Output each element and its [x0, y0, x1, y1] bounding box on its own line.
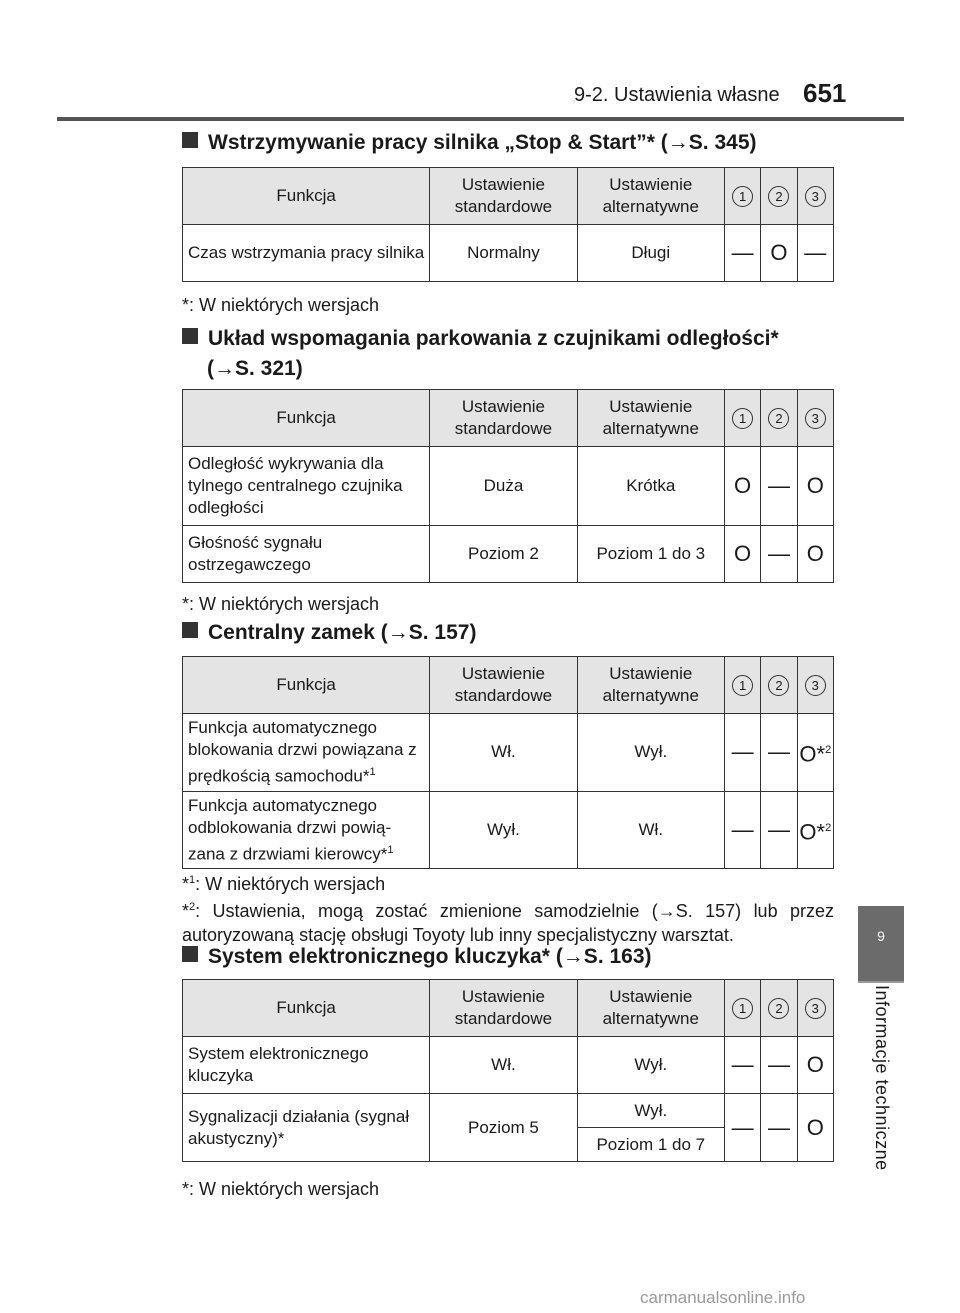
header-standard: Ustawienie standardowe: [430, 980, 577, 1037]
row-standard: Duża: [430, 447, 577, 526]
header-standard: Ustawienie standardowe: [430, 168, 577, 225]
header-funkcja: Funkcja: [183, 168, 430, 225]
row-mark-2: —: [761, 1094, 797, 1162]
circled-3-icon: 3: [805, 998, 826, 1019]
table-row: [183, 791, 834, 869]
row-mark-3: O: [797, 1094, 833, 1162]
table-row: [183, 447, 834, 526]
circled-2-icon: 2: [768, 186, 789, 207]
section-title-stop-start: Wstrzymywanie pracy silnika „Stop & Start”* (→S. 345): [182, 131, 757, 155]
header-funkcja: Funkcja: [183, 390, 430, 447]
row-mark-3: O*$^2$: [797, 714, 833, 792]
row-function: Czas wstrzymania pracy silnika: [183, 225, 430, 282]
table-row: [183, 1037, 834, 1094]
settings-table-stop-start: [182, 167, 834, 282]
row-mark-1: —: [724, 1037, 760, 1094]
row-mark-1: —: [724, 1094, 760, 1162]
row-function: Głośność sygnału ostrzegawczego: [183, 526, 430, 583]
footnote-1: *$^1$: W niektórych wersjach: [182, 874, 386, 894]
header-alternative: Ustawienie alternatywne: [577, 657, 724, 714]
circled-3-icon: 3: [805, 186, 826, 207]
table-header-row: [183, 390, 834, 447]
row-alternative: Długi: [577, 225, 724, 282]
row-mark-1: —: [724, 225, 760, 282]
section-title-central-lock: Centralny zamek (→S. 157): [182, 621, 476, 645]
row-mark-1: —: [724, 714, 760, 792]
row-mark-2: —: [761, 791, 797, 869]
circled-3-icon: 3: [805, 408, 826, 429]
table-header-row: [183, 980, 834, 1037]
circled-2-icon: 2: [768, 408, 789, 429]
row-standard: Wł.: [430, 1037, 577, 1094]
circled-2-icon: 2: [768, 998, 789, 1019]
row-alternative: Wył.: [577, 714, 724, 792]
row-standard: Normalny: [430, 225, 577, 282]
header-standard: Ustawienie standardowe: [430, 390, 577, 447]
bullet-square-icon: [182, 946, 198, 962]
row-function: Odległość wykrywania dla tylnego centralnego czujnika odległości: [183, 447, 430, 526]
row-mark-3: O*$^2$: [797, 791, 833, 869]
row-mark-1: O: [724, 526, 760, 583]
table-header-row: [183, 657, 834, 714]
row-function: System elektronicznego kluczyka: [183, 1037, 430, 1094]
circled-1-icon: 1: [732, 675, 753, 696]
row-mark-2: —: [761, 1037, 797, 1094]
chapter-title: Informacje techniczne: [872, 985, 892, 1171]
row-mark-3: O: [797, 447, 833, 526]
chapter-number: 9: [877, 928, 885, 944]
row-mark-2: —: [761, 526, 797, 583]
row-standard: Poziom 2: [430, 526, 577, 583]
row-mark-3: O: [797, 526, 833, 583]
row-function: Funkcja automatycznego odblokowania drzwi powią-zana z drzwiami kierowcy*$^1$: [183, 791, 430, 869]
page-number: 651: [803, 78, 847, 108]
row-alternative: Wył.: [577, 1037, 724, 1094]
footnote: *: W niektórych wersjach: [182, 1179, 380, 1199]
header-rule: [57, 117, 904, 121]
table-row: [183, 225, 834, 282]
row-standard: Wył.: [430, 791, 577, 869]
chapter-tab: [858, 906, 904, 981]
row-alternative: Wył.: [577, 1094, 724, 1128]
circled-1-icon: 1: [732, 186, 753, 207]
row-mark-1: —: [724, 791, 760, 869]
section-header: 9-2. Ustawienia własne: [574, 84, 780, 106]
table-row: [183, 526, 834, 583]
row-alternative: Poziom 1 do 3: [577, 526, 724, 583]
section-title-smart-key: System elektronicznego kluczyka* (→S. 163): [182, 945, 652, 969]
watermark: carmanualsonline.info: [640, 1288, 806, 1307]
row-mark-1: O: [724, 447, 760, 526]
header-funkcja: Funkcja: [183, 657, 430, 714]
table-row: [183, 1094, 834, 1128]
circled-3-icon: 3: [805, 675, 826, 696]
row-alternative: Krótka: [577, 447, 724, 526]
chapter-tab-rule: [858, 981, 904, 983]
circled-2-icon: 2: [768, 675, 789, 696]
row-function: Sygnalizacji działania (sygnał akustyczny)*: [183, 1094, 430, 1162]
header-alternative: Ustawienie alternatywne: [577, 168, 724, 225]
row-mark-2: —: [761, 447, 797, 526]
header-alternative: Ustawienie alternatywne: [577, 980, 724, 1037]
settings-table-central-lock: [182, 656, 834, 869]
circled-1-icon: 1: [732, 408, 753, 429]
row-mark-2: O: [761, 225, 797, 282]
bullet-square-icon: [182, 328, 198, 344]
settings-table-smart-key: [182, 979, 834, 1162]
table-row: [183, 714, 834, 792]
row-standard: Poziom 5: [430, 1094, 577, 1162]
row-mark-2: —: [761, 714, 797, 792]
row-function: Funkcja automatycznego blokowania drzwi powiązana z prędkością samochodu*$^1$: [183, 714, 430, 792]
circled-1-icon: 1: [732, 998, 753, 1019]
table-header-row: [183, 168, 834, 225]
settings-table-parking-sensors: [182, 389, 834, 583]
row-standard: Wł.: [430, 714, 577, 792]
bullet-square-icon: [182, 132, 198, 148]
row-alternative: Wł.: [577, 791, 724, 869]
row-mark-3: O: [797, 1037, 833, 1094]
footnote: *: W niektórych wersjach: [182, 594, 380, 614]
header-funkcja: Funkcja: [183, 980, 430, 1037]
row-alternative-2: Poziom 1 do 7: [577, 1128, 724, 1162]
section-title-parking-sensors: Układ wspomagania parkowania z czujnikami odległości* (→S. 321): [182, 324, 779, 384]
header-alternative: Ustawienie alternatywne: [577, 390, 724, 447]
footnote-2: *$^2$: Ustawienia, mogą zostać zmienione samodzielnie (→S. 157) lub przez autoryzowaną stację obsługi Toyoty lub inny specjalistyczny warsztat.: [182, 901, 834, 945]
footnote: *: W niektórych wersjach: [182, 295, 380, 315]
header-standard: Ustawienie standardowe: [430, 657, 577, 714]
bullet-square-icon: [182, 622, 198, 638]
row-mark-3: —: [797, 225, 833, 282]
